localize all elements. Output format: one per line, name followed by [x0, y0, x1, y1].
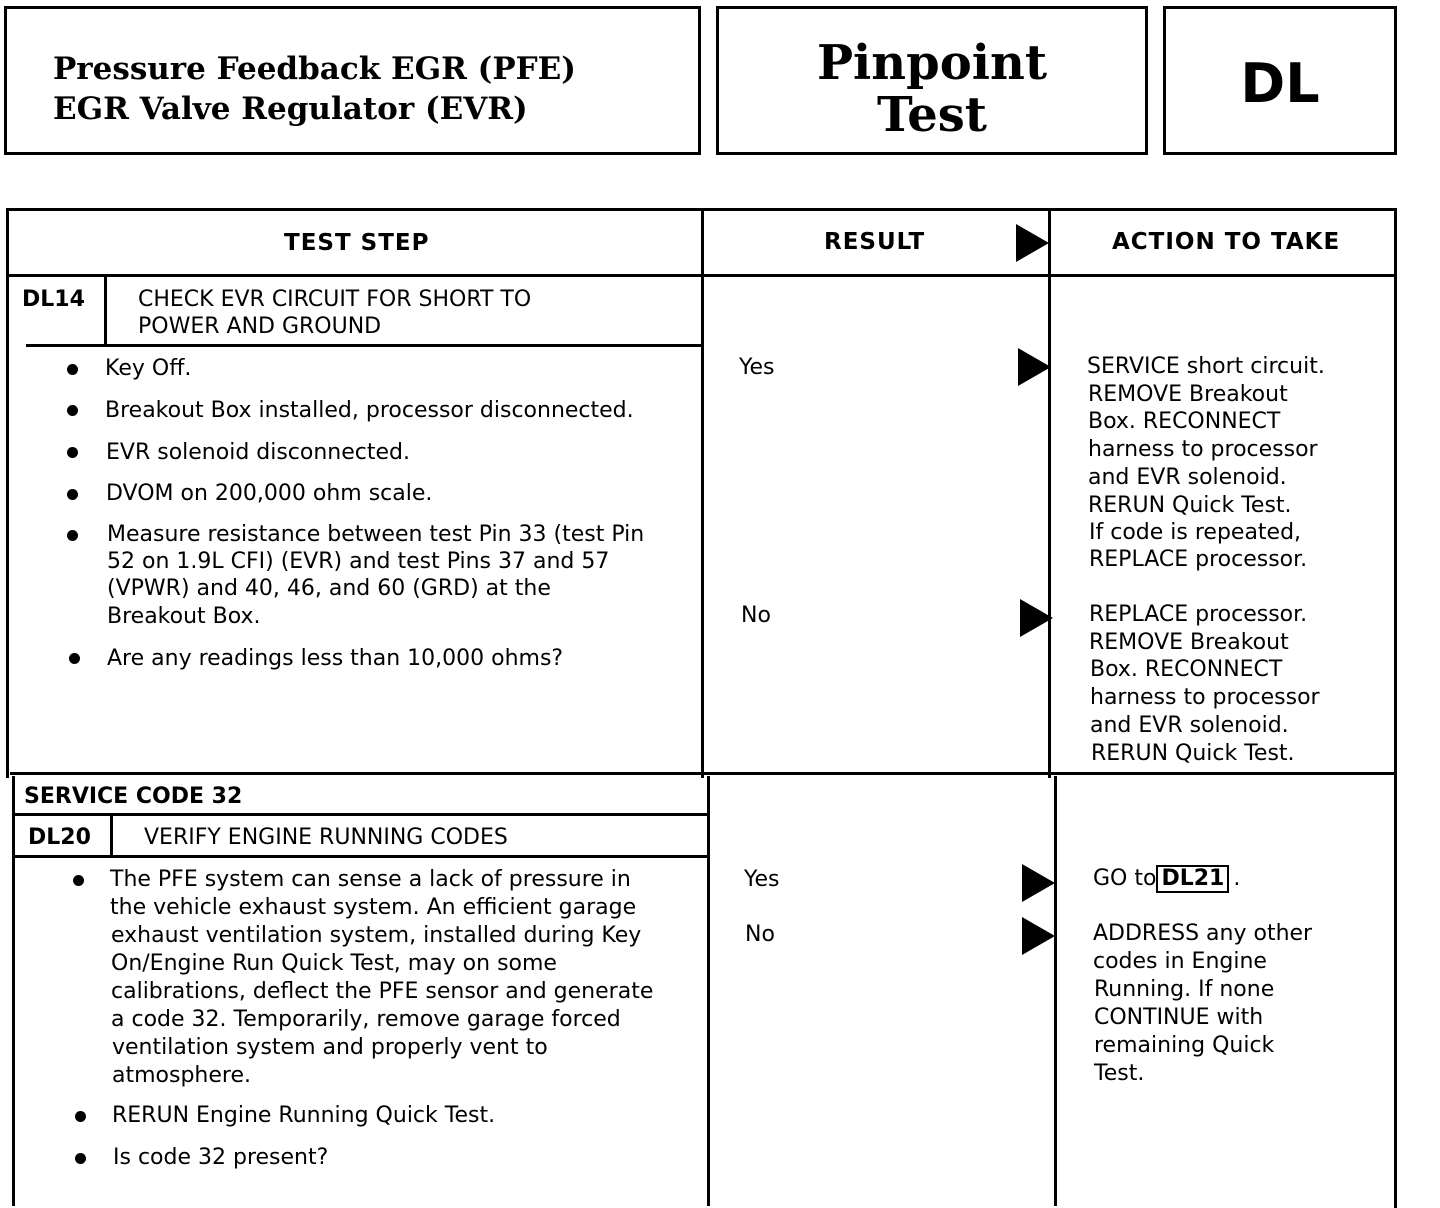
test-code: DL [1240, 52, 1320, 115]
dl20-action-no: Test. [1094, 1061, 1145, 1086]
dl14-result-no: No [741, 603, 771, 628]
dl20-step1-line: calibrations, deflect the PFE sensor and generate [111, 979, 654, 1004]
dl14-action-no: REMOVE Breakout [1089, 630, 1289, 655]
dl20-step1-line: the vehicle exhaust system. An efficient garage [110, 895, 637, 920]
dl20-step1-line: a code 32. Temporarily, remove garage forced [111, 1007, 621, 1032]
dl14-action-no: and EVR solenoid. [1090, 713, 1289, 738]
dl14-title-underline [26, 344, 703, 347]
dl14-step-cont: (VPWR) and 40, 46, and 60 (GRD) at the [107, 576, 551, 601]
test-code-box [1163, 6, 1397, 155]
result-arrow-icon [1020, 599, 1053, 637]
table-left-border [6, 208, 9, 778]
dl20-action-yes [1093, 865, 1240, 893]
dl20-step1-line: On/Engine Run Quick Test, may on some [111, 951, 557, 976]
bullet-icon [67, 489, 78, 500]
dl20-action-no: ADDRESS any other [1093, 921, 1313, 946]
bullet-icon [67, 530, 78, 541]
header-arrow-icon [1016, 224, 1049, 262]
dl14-action-yes: RERUN Quick Test. [1088, 493, 1292, 518]
dl20-step3: Is code 32 present? [113, 1145, 329, 1170]
dl14-title-line1: CHECK EVR CIRCUIT FOR SHORT TO [138, 287, 532, 312]
result-arrow-icon [1022, 864, 1055, 902]
dl14-step: Breakout Box installed, processor disconnected. [105, 398, 634, 423]
dl20-title-underline [14, 855, 708, 858]
pinpoint-test-box [716, 6, 1148, 155]
column-header-test-step: TEST STEP [284, 230, 430, 256]
dl14-action-yes: Box. RECONNECT [1088, 409, 1281, 434]
dl14-code-divider [104, 276, 107, 346]
dl14-step: DVOM on 200,000 ohm scale. [106, 481, 433, 506]
dl20-action-no: codes in Engine [1093, 949, 1267, 974]
column-divider-1-lower [707, 776, 710, 1206]
bullet-icon [69, 653, 80, 664]
dl14-step: EVR solenoid disconnected. [106, 440, 411, 465]
dl20-action-no: remaining Quick [1094, 1033, 1275, 1058]
dl20-action-no: Running. If none [1094, 977, 1275, 1002]
bullet-icon [73, 875, 84, 886]
result-arrow-icon [1018, 348, 1051, 386]
dl20-title: VERIFY ENGINE RUNNING CODES [144, 825, 508, 850]
dl20-step1-line: ventilation system and properly vent to [112, 1035, 548, 1060]
dl14-action-yes: and EVR solenoid. [1088, 465, 1287, 490]
dl14-code: DL14 [22, 287, 85, 312]
dl14-step-cont: 52 on 1.9L CFI) (EVR) and test Pins 37 and 57 [107, 549, 610, 574]
dl20-step1-line: atmosphere. [112, 1063, 251, 1088]
dl14-action-yes: harness to processor [1088, 437, 1318, 462]
dl20-code-divider [110, 815, 113, 857]
period: . [1233, 866, 1241, 891]
bullet-icon [75, 1111, 86, 1122]
procedure-title-line2: EGR Valve Regulator (EVR) [53, 91, 528, 127]
bullet-icon [67, 447, 78, 458]
dl20-step2: RERUN Engine Running Quick Test. [112, 1103, 496, 1128]
procedure-title-box [4, 6, 701, 155]
dl14-action-yes: If code is repeated, [1089, 520, 1302, 545]
dl14-step-cont: Breakout Box. [107, 604, 261, 629]
procedure-title-line1: Pressure Feedback EGR (PFE) [53, 51, 576, 87]
dl14-step: Measure resistance between test Pin 33 (test Pin [107, 522, 645, 547]
dl20-action-no: CONTINUE with [1094, 1005, 1264, 1030]
table-right-border [1394, 208, 1397, 1208]
dl20-step1-line: The PFE system can sense a lack of pressure in [110, 867, 631, 892]
bullet-icon [75, 1153, 86, 1164]
dl20-step1-line: exhaust ventilation system, installed during Key [111, 923, 642, 948]
service-code-heading: SERVICE CODE 32 [24, 784, 243, 809]
dl14-action-yes: REPLACE processor. [1089, 547, 1308, 572]
dl20-result-no: No [745, 922, 775, 947]
bullet-icon [67, 364, 78, 375]
test-label: Test [877, 87, 987, 143]
dl14-action-yes: SERVICE short circuit. [1087, 354, 1325, 379]
result-arrow-icon [1022, 917, 1055, 955]
dl20-result-yes: Yes [744, 867, 780, 892]
go-to-label: GO to [1093, 866, 1157, 891]
section-divider [10, 772, 1397, 775]
dl21-reference[interactable]: DL21 [1156, 865, 1229, 893]
service-code-underline [14, 813, 708, 816]
dl14-step: Are any readings less than 10,000 ohms? [107, 646, 564, 671]
dl14-action-no: RERUN Quick Test. [1091, 741, 1295, 766]
dl14-title-line2: POWER AND GROUND [138, 314, 382, 339]
dl14-action-yes: REMOVE Breakout [1088, 382, 1288, 407]
dl20-code: DL20 [28, 825, 91, 850]
column-divider-1 [701, 208, 704, 778]
dl14-result-yes: Yes [739, 355, 775, 380]
table-left-border-lower [12, 776, 15, 1206]
pinpoint-label: Pinpoint [816, 35, 1048, 91]
dl14-action-no: REPLACE processor. [1089, 602, 1308, 627]
bullet-icon [67, 405, 78, 416]
column-divider-2 [1048, 208, 1051, 778]
dl14-step: Key Off. [105, 356, 192, 381]
column-header-action: ACTION TO TAKE [1112, 229, 1341, 255]
dl14-action-no: Box. RECONNECT [1090, 657, 1283, 682]
dl14-action-no: harness to processor [1090, 685, 1320, 710]
column-divider-2-lower [1054, 776, 1057, 1206]
column-header-result: RESULT [824, 229, 926, 255]
